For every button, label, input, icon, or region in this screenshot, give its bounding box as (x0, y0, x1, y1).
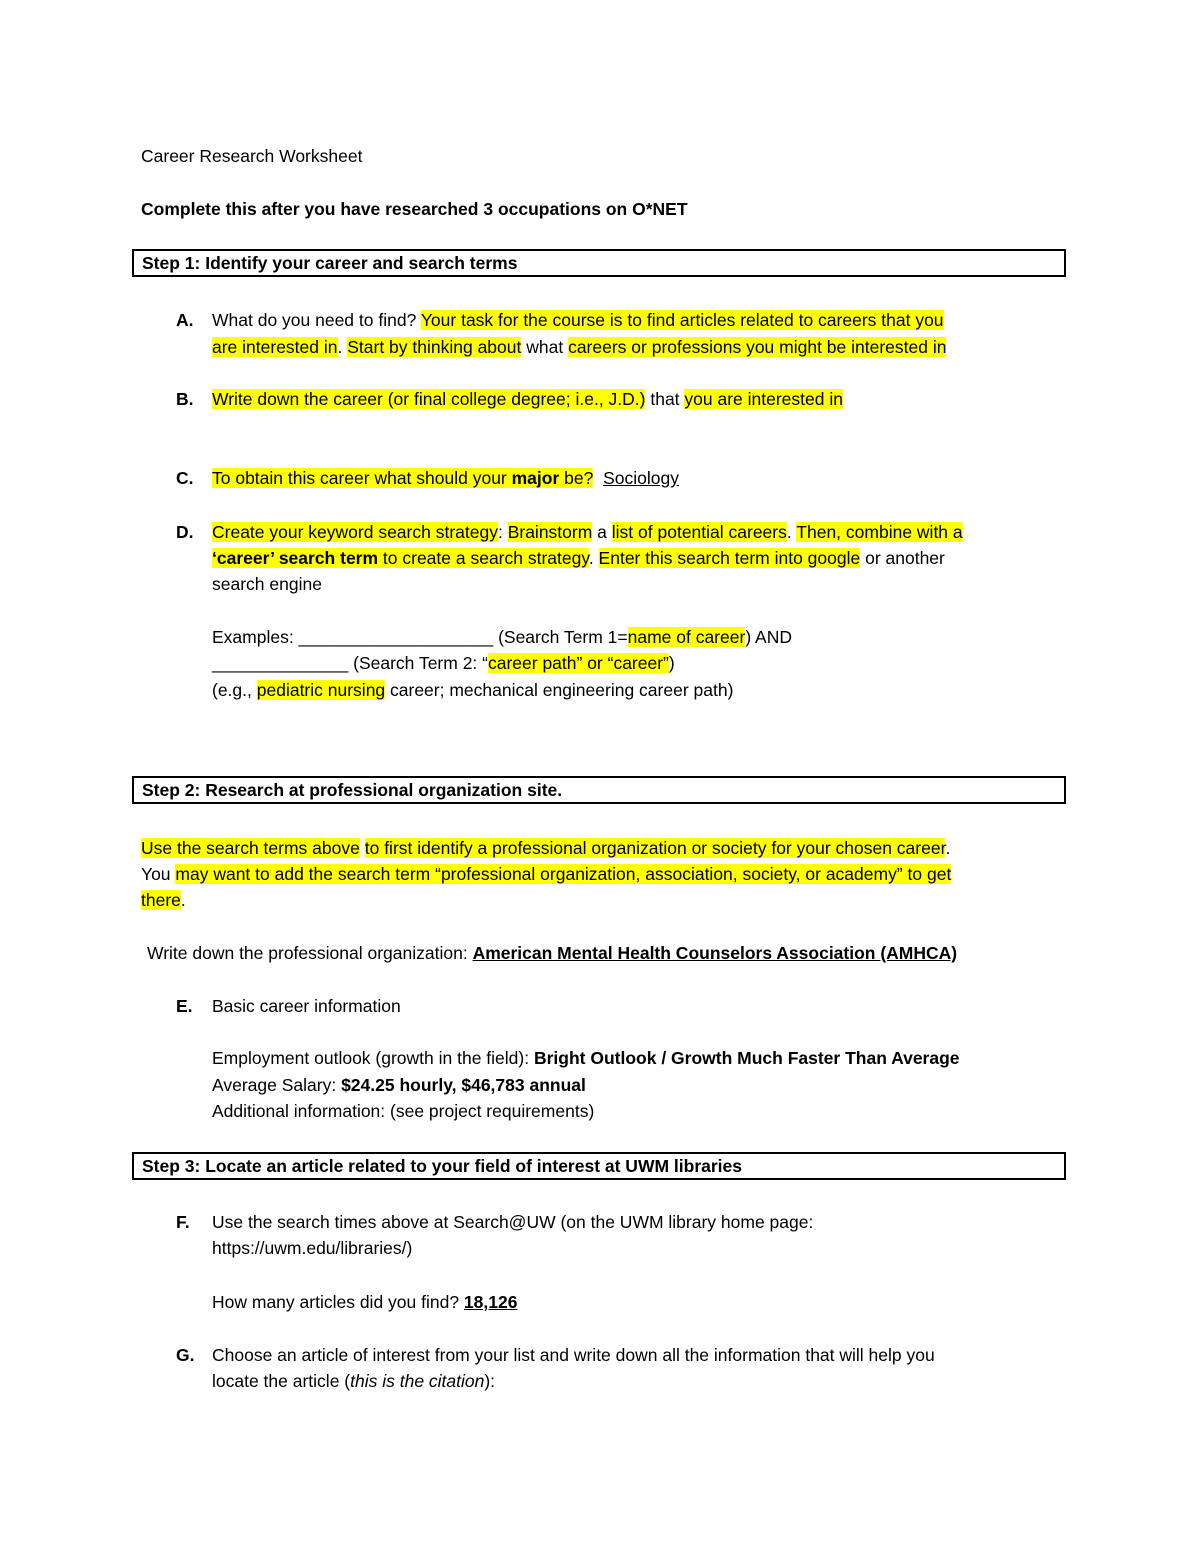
item-d-line3: search engine (212, 574, 322, 594)
organization-name: American Mental Health Counselors Association (AMHCA) (472, 943, 958, 963)
professional-organization: Write down the professional organization: American Mental Health Counselors Association (AMHCA) (147, 943, 958, 963)
examples-line2: ______________ (Search Term 2: “career path” or “career”) (212, 653, 675, 673)
item-f-line1: Use the search times above at Search@UW (on the UWM library home page: (212, 1212, 814, 1232)
step1-box (132, 249, 1066, 277)
additional-information: Additional information: (see project requirements) (212, 1101, 595, 1121)
page-title: Career Research Worksheet (141, 146, 363, 166)
item-c-text: To obtain this career what should your major be? Sociology (212, 468, 679, 488)
item-g-line2: locate the article (this is the citation): (212, 1371, 496, 1391)
item-f-letter: F. (176, 1212, 190, 1232)
step2-para-line3: there. (141, 890, 186, 910)
step2-box (132, 776, 1066, 804)
item-e-letter: E. (176, 996, 193, 1016)
library-url: https://uwm.edu/libraries/) (212, 1238, 413, 1258)
step1-heading: Step 1: Identify your career and search terms (142, 253, 518, 273)
item-d-line1: Create your keyword search strategy: Brainstorm a list of potential careers. Then, combine with a (212, 522, 963, 542)
average-salary: Average Salary: $24.25 hourly, $46,783 annual (212, 1075, 586, 1095)
item-b-letter: B. (176, 389, 194, 409)
examples-line3: (e.g., pediatric nursing career; mechanical engineering career path) (212, 680, 734, 700)
item-d-line2: ‘career’ search term to create a search strategy. Enter this search term into google or another (212, 548, 945, 568)
employment-outlook: Employment outlook (growth in the field): Bright Outlook / Growth Much Faster Than Average (212, 1048, 960, 1068)
item-b-text: Write down the career (or final college degree; i.e., J.D.) that you are interested in (212, 389, 843, 409)
page-subtitle: Complete this after you have researched 3 occupations on O*NET (141, 199, 688, 219)
item-a-letter: A. (176, 310, 194, 330)
step3-heading: Step 3: Locate an article related to your field of interest at UWM libraries (142, 1156, 742, 1176)
step2-heading: Step 2: Research at professional organization site. (142, 780, 563, 800)
item-g-line1: Choose an article of interest from your list and write down all the information that will help you (212, 1345, 935, 1365)
major-answer: Sociology (603, 468, 679, 488)
article-count: How many articles did you find? 18,126 (212, 1292, 518, 1312)
item-a-line2: are interested in. Start by thinking about what careers or professions you might be interested in (212, 337, 947, 357)
item-d-letter: D. (176, 522, 194, 542)
step2-para-line1: Use the search terms above to first identify a professional organization or society for your chosen career. (141, 838, 951, 858)
item-e-heading: Basic career information (212, 996, 401, 1016)
item-g-letter: G. (176, 1345, 195, 1365)
examples-line1: Examples: ____________________ (Search Term 1=name of career) AND (212, 627, 792, 647)
item-a-line1: What do you need to find? Your task for the course is to find articles related to careers that you (212, 310, 944, 330)
step3-box (132, 1152, 1066, 1180)
article-count-value: 18,126 (463, 1292, 518, 1312)
step2-para-line2: You may want to add the search term “professional organization, association, society, or academy” to get (141, 864, 952, 884)
item-c-letter: C. (176, 468, 194, 488)
